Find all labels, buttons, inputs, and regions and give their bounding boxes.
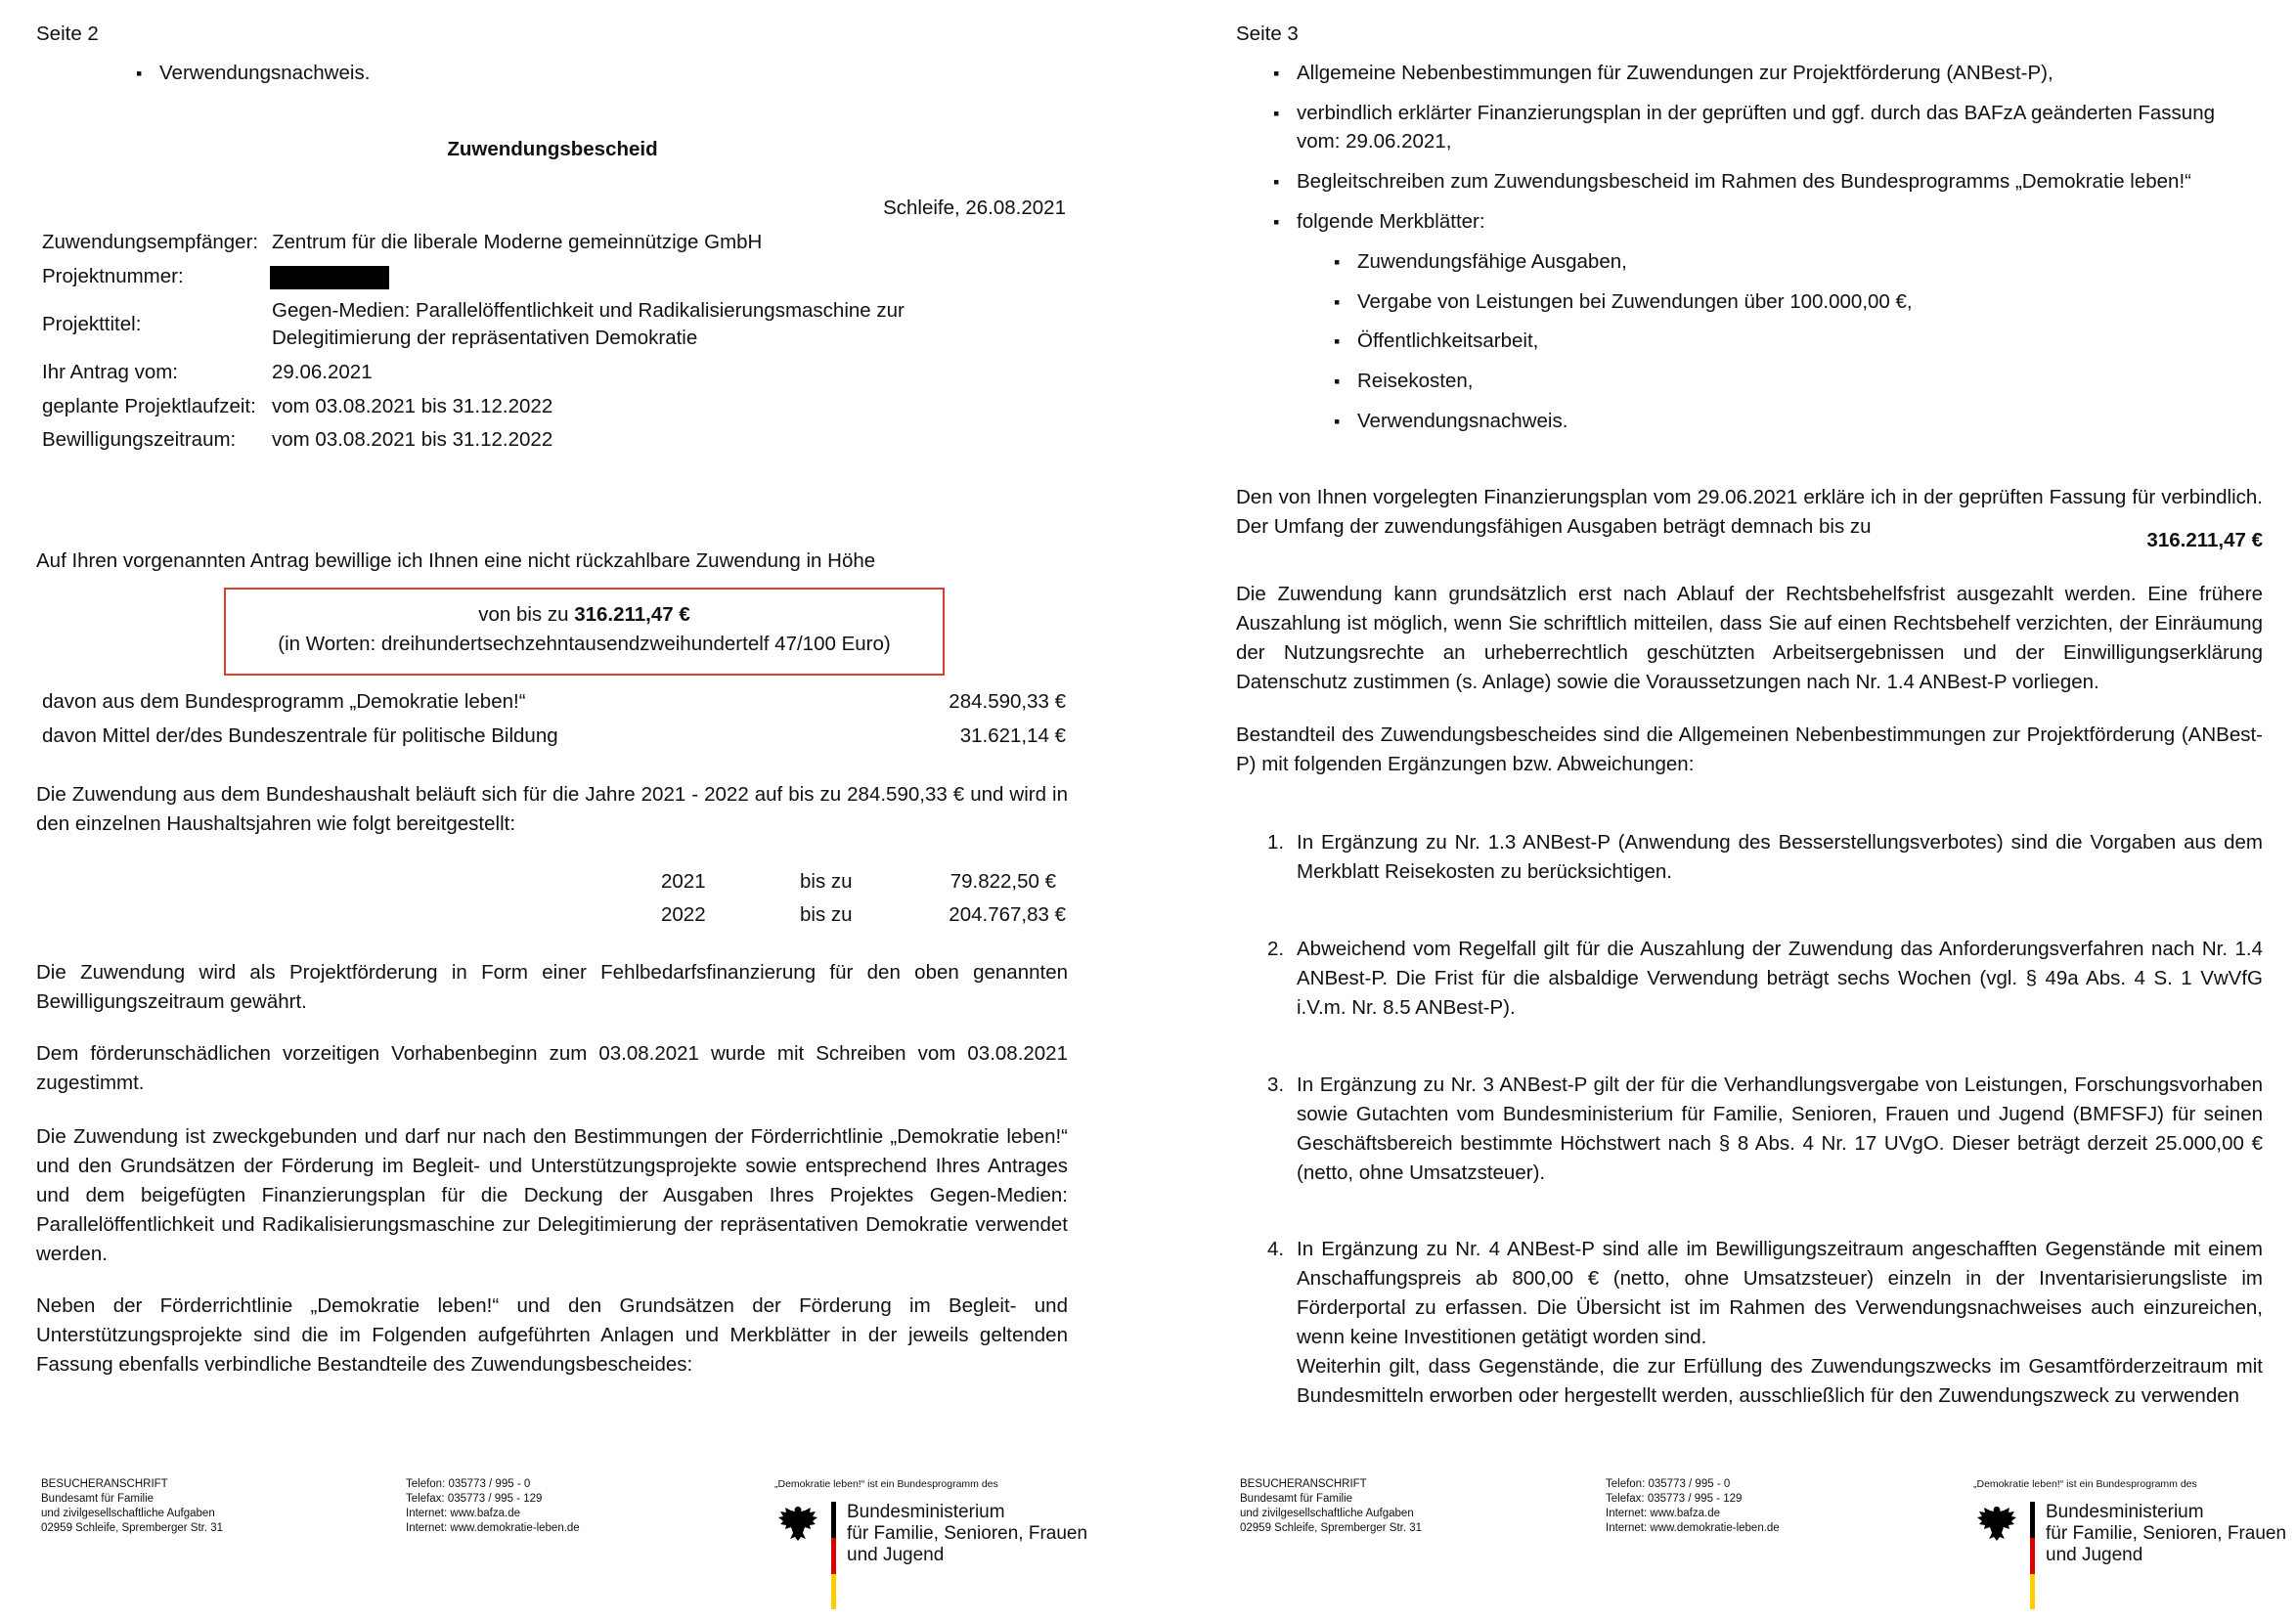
year: 2022 xyxy=(661,903,706,926)
ministry-line: und Jugend xyxy=(2046,1545,2143,1565)
ministry-line: und Jugend xyxy=(847,1545,945,1565)
field-value: vom 03.08.2021 bis 31.12.2022 xyxy=(272,395,553,417)
year-amount: 204.767,83 € xyxy=(949,903,1066,926)
federal-eagle-icon xyxy=(1975,1504,2018,1543)
footer-contact xyxy=(1606,1477,1780,1536)
flag-black xyxy=(2030,1502,2035,1538)
paragraph: Die Zuwendung wird als Projektförderung in Form einer Fehlbedarfsfinanzierung für den oben genannten Bewilligungszeitraum gewährt. xyxy=(36,961,1068,1013)
year: 2021 xyxy=(661,870,706,893)
bullet-item: ▪ verbindlich erklärter Finanzierungsplan in der geprüften und ggf. durch das BAFzA geänderten Fassung xyxy=(1297,99,2215,128)
ministry-line: Bundesministerium xyxy=(2046,1502,2204,1522)
footer-line: Internet: www.demokratie-leben.de xyxy=(1606,1522,1780,1534)
footer-line: Bundesamt für Familie xyxy=(1240,1493,1353,1505)
sub-bullet-item: ▪ Zuwendungsfähige Ausgaben, xyxy=(1357,247,1627,277)
finance-plan-amount: 316.211,47 € xyxy=(2146,529,2263,551)
sub-bullet-item: ▪ Verwendungsnachweis. xyxy=(1357,407,1567,436)
bullet-item: ▪ Verwendungsnachweis. xyxy=(159,59,370,88)
split-amount: 284.590,33 € xyxy=(949,690,1066,713)
bullet-continuation: vom: 29.06.2021, xyxy=(1297,130,1452,153)
footer-address xyxy=(1240,1477,1422,1536)
sub-bullet-item: ▪ Vergabe von Leistungen bei Zuwendungen über 100.000,00 €, xyxy=(1357,287,1913,317)
flag-stripe xyxy=(831,1502,836,1609)
footer-line: BESUCHERANSCHRIFT xyxy=(41,1478,168,1490)
provision-item xyxy=(1267,1235,2263,1411)
provision-text: In Ergänzung zu Nr. 3 ANBest-P gilt der für die Verhandlungsvergabe von Leistungen, Forschungsvorhaben sowie Gutachten vom Bundesministerium für Familie, Senioren, Frauen und Jugend (BMFSFJ) für seinen Geschäftsbereich bestimmte Höchstwert nach § 8 Abs. 4 Nr. 17 UVgO. Dieser beträgt derzeit 25.000,00 € (netto, ohne Umsatzsteuer). xyxy=(1297,1073,2263,1184)
footer-line: Bundesamt für Familie xyxy=(41,1493,155,1505)
field-label: Ihr Antrag vom: xyxy=(42,361,179,383)
place-date: Schleife, 26.08.2021 xyxy=(883,197,1066,219)
components-paragraph: Bestandteil des Zuwendungsbescheides sind die Allgemeinen Nebenbestimmungen zur Projektförderung (ANBest-P) mit folgenden Ergänzungen bzw. Abweichungen: xyxy=(1236,723,2263,775)
footer-contact xyxy=(406,1477,580,1536)
provision-item xyxy=(1267,1071,2263,1188)
split-label: davon aus dem Bundesprogramm „Demokratie leben!“ xyxy=(42,690,526,713)
footer-line: Internet: www.bafza.de xyxy=(1606,1508,1720,1519)
grant-intro: Auf Ihren vorgenannten Antrag bewillige ich Ihnen eine nicht rückzahlbare Zuwendung in Höhe xyxy=(36,549,876,572)
flag-red xyxy=(831,1538,836,1574)
paragraph: Die Zuwendung ist zweckgebunden und darf nur nach den Bestimmungen der Förderrichtlinie „Demokratie leben!“ und den Grundsätzen der Förderung im Begleit- und Unterstützungsprojekte sowie entsprechend Ihres Antrages und dem beigefügten Finanzierungsplan für die Deckung der Ausgaben Ihres Projektes Gegen-Medien: Parallelöffentlichkeit und Radikalisierungsmaschine zur Delegitimierung der repräsentativen Demokratie verwendet werden. xyxy=(36,1125,1068,1265)
footer-line: Internet: www.demokratie-leben.de xyxy=(406,1522,580,1534)
document-heading: Zuwendungsbescheid xyxy=(447,138,658,160)
flag-red xyxy=(2030,1538,2035,1574)
grant-amount-line xyxy=(226,600,943,630)
split-amount: 31.621,14 € xyxy=(959,724,1066,747)
redaction-bar xyxy=(270,266,389,289)
footer-line: BESUCHERANSCHRIFT xyxy=(1240,1478,1367,1490)
field-value: vom 03.08.2021 bis 31.12.2022 xyxy=(272,428,553,451)
flag-gold xyxy=(2030,1574,2035,1609)
ministry-name xyxy=(2046,1502,2286,1566)
page-label: Seite 2 xyxy=(36,22,99,45)
bullet-item: ▪ folgende Merkblätter: xyxy=(1297,207,1485,237)
program-note: „Demokratie leben!“ ist ein Bundesprogramm des xyxy=(774,1478,998,1490)
footer-line: Telefax: 035773 / 995 - 129 xyxy=(406,1493,543,1505)
footer-line: Telefon: 035773 / 995 - 0 xyxy=(1606,1478,1731,1490)
provision-number: 1. xyxy=(1267,831,1285,854)
field-label: Bewilligungszeitraum: xyxy=(42,428,237,451)
field-value: 29.06.2021 xyxy=(272,361,373,383)
provision-item xyxy=(1267,828,2263,887)
footer-line: 02959 Schleife, Spremberger Str. 31 xyxy=(1240,1522,1423,1534)
page-3 xyxy=(1148,0,2296,1621)
sub-bullet-item: ▪ Öffentlichkeitsarbeit, xyxy=(1357,327,1538,356)
footer-line: 02959 Schleife, Spremberger Str. 31 xyxy=(41,1522,224,1534)
footer-address xyxy=(41,1477,223,1536)
field-value: Zentrum für die liberale Moderne gemeinnützige GmbH xyxy=(272,231,763,253)
provision-text: Abweichend vom Regelfall gilt für die Auszahlung der Zuwendung das Anforderungsverfahren nach Nr. 1.4 ANBest-P. Die Frist für die alsbaldige Verwendung beträgt sechs Wochen (vgl. § 49a Abs. 4 S. 1 VwVfG i.V.m. Nr. 8.5 ANBest-P). xyxy=(1297,938,2263,1019)
year-label: bis zu xyxy=(800,903,853,926)
grant-amount-box xyxy=(224,588,945,676)
provision-text: Weiterhin gilt, dass Gegenstände, die zur Erfüllung des Zuwendungszwecks im Gesamtförderzeitraum mit Bundesmitteln erworben oder hergestellt werden, ausschließlich für den Zuwendungszweck zu verwenden xyxy=(1297,1355,2263,1407)
footer-line: Internet: www.bafza.de xyxy=(406,1508,520,1519)
page-label: Seite 3 xyxy=(1236,22,1299,45)
paragraph: Dem förderunschädlichen vorzeitigen Vorhabenbeginn zum 03.08.2021 wurde mit Schreiben vom 03.08.2021 zugestimmt. xyxy=(36,1042,1068,1094)
federal-eagle-icon xyxy=(776,1504,819,1543)
grant-amount: 316.211,47 € xyxy=(574,603,690,626)
grant-amount-words: (in Worten: dreihundertsechzehntausendzweihundertelf 47/100 Euro) xyxy=(278,633,891,655)
ministry-line: für Familie, Senioren, Frauen xyxy=(847,1523,1088,1544)
provision-number: 4. xyxy=(1267,1238,1285,1260)
field-label: Projekttitel: xyxy=(42,313,142,335)
footer-line: und zivilgesellschaftliche Aufgaben xyxy=(41,1508,215,1519)
grant-amount-prefix: von bis zu xyxy=(478,603,575,626)
flag-stripe xyxy=(2030,1502,2035,1609)
field-label: Zuwendungsempfänger: xyxy=(42,231,259,253)
field-value: Gegen-Medien: Parallelöffentlichkeit und Radikalisierungsmaschine zur xyxy=(272,299,905,322)
flag-gold xyxy=(831,1574,836,1609)
provision-text: In Ergänzung zu Nr. 1.3 ANBest-P (Anwendung des Besserstellungsverbotes) sind die Vorgaben aus dem Merkblatt Reisekosten zu berücksichtigen. xyxy=(1297,831,2263,883)
provision-item xyxy=(1267,935,2263,1023)
split-label: davon Mittel der/des Bundeszentrale für politische Bildung xyxy=(42,724,558,747)
program-note: „Demokratie leben!“ ist ein Bundesprogramm des xyxy=(1973,1478,2197,1490)
footer-line: und zivilgesellschaftliche Aufgaben xyxy=(1240,1508,1414,1519)
footer-line: Telefon: 035773 / 995 - 0 xyxy=(406,1478,531,1490)
paragraph: Neben der Förderrichtlinie „Demokratie leben!“ und den Grundsätzen der Förderung im Begleit- und Unterstützungsprojekte sind die im Folgenden aufgeführten Anlagen und Merkblätter in der jeweils geltenden Fassung ebenfalls verbindliche Bestandteile des Zuwendungsbescheides: xyxy=(36,1294,1068,1376)
payout-paragraph: Die Zuwendung kann grundsätzlich erst nach Ablauf der Rechtsbehelfsfrist ausgezahlt werden. Eine frühere Auszahlung ist möglich, wenn Sie schriftlich mitteilen, dass Sie auf einen Rechtsbehelf verzichten, der Einräumung der Nutzungsrechte an urheberrechtlich geschützten Arbeitsergebnissen und der Einwilligungserklärung Datenschutz zustimmen (s. Anlage) sowie die Voraussetzungen nach Nr. 1.4 ANBest-P vorliegen. xyxy=(1236,583,2263,693)
budget-paragraph: Die Zuwendung aus dem Bundeshaushalt beläuft sich für die Jahre 2021 - 2022 auf bis zu 284.590,33 € und wird in den einzelnen Haushaltsjahren wie folgt bereitgestellt: xyxy=(36,783,1068,835)
finance-plan-paragraph: Den von Ihnen vorgelegten Finanzierungsplan vom 29.06.2021 erkläre ich in der geprüften Fassung für verbindlich. Der Umfang der zuwendungsfähigen Ausgaben beträgt demnach bis zu xyxy=(1236,486,2263,538)
field-value: Delegitimierung der repräsentativen Demokratie xyxy=(272,327,698,349)
field-label: geplante Projektlaufzeit: xyxy=(42,395,256,417)
bullet-item: ▪ Allgemeine Nebenbestimmungen für Zuwendungen zur Projektförderung (ANBest-P), xyxy=(1297,59,2053,88)
provision-number: 2. xyxy=(1267,938,1285,960)
footer-line: Telefax: 035773 / 995 - 129 xyxy=(1606,1493,1743,1505)
provision-number: 3. xyxy=(1267,1073,1285,1096)
ministry-line: Bundesministerium xyxy=(847,1502,1005,1522)
field-label: Projektnummer: xyxy=(42,265,184,287)
bullet-item: ▪ Begleitschreiben zum Zuwendungsbescheid im Rahmen des Bundesprogramms „Demokratie leben!“ xyxy=(1297,167,2191,197)
year-label: bis zu xyxy=(800,870,853,893)
ministry-name xyxy=(847,1502,1087,1566)
sub-bullet-item: ▪ Reisekosten, xyxy=(1357,367,1474,396)
flag-black xyxy=(831,1502,836,1538)
year-amount: 79.822,50 € xyxy=(949,870,1056,893)
provision-text: In Ergänzung zu Nr. 4 ANBest-P sind alle im Bewilligungszeitraum angeschafften Gegenstände mit einem Anschaffungspreis ab 800,00 € (netto, ohne Umsatzsteuer) einzeln in der Inventarisierungsliste im Förderportal zu erfassen. Die Übersicht ist im Rahmen des Verwendungsnachweises auch einzureichen, wenn keine Investitionen getätigt worden sind. xyxy=(1297,1238,2263,1348)
ministry-line: für Familie, Senioren, Frauen xyxy=(2046,1523,2287,1544)
